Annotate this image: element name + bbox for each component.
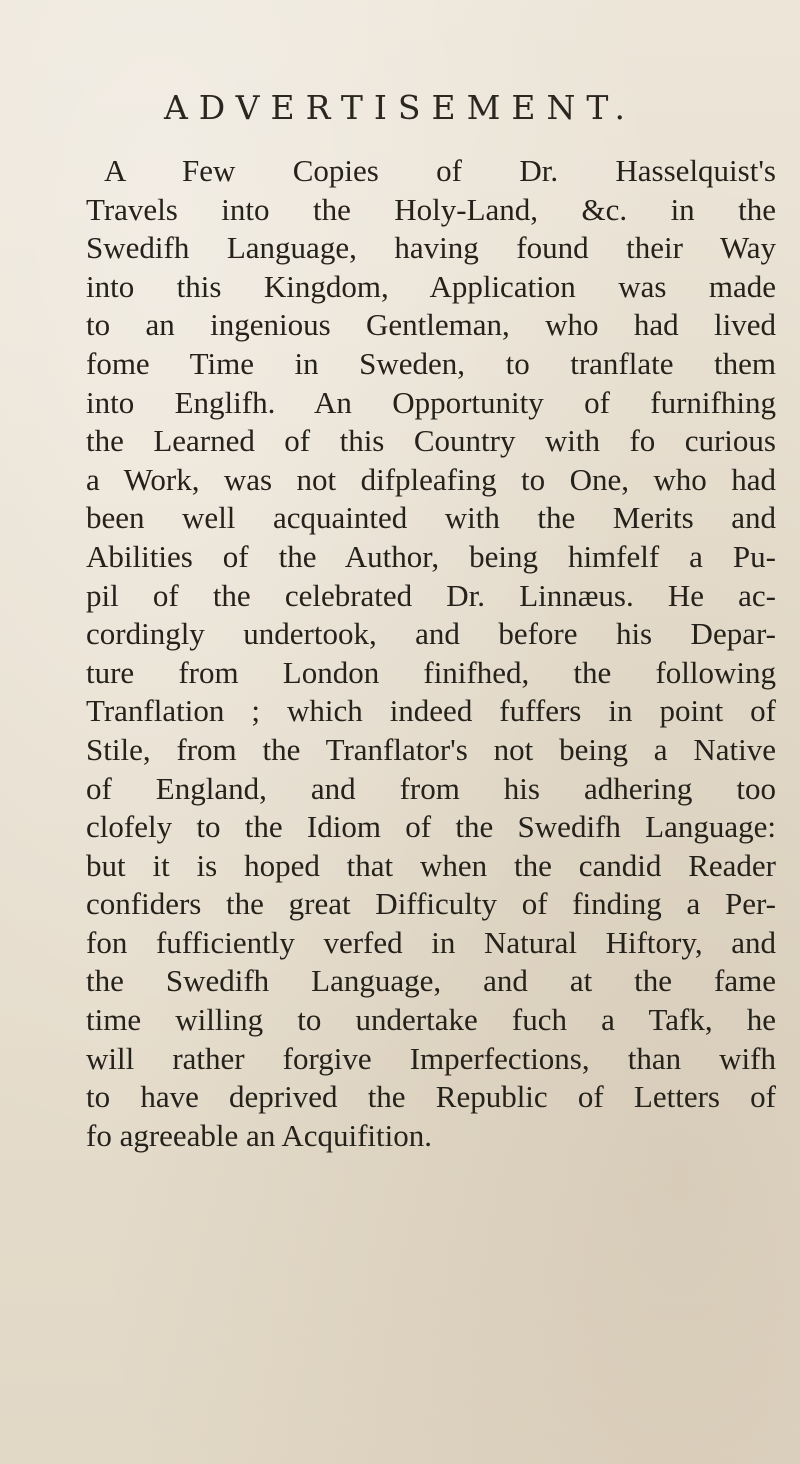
text-line: but it is hoped that when the candid Reader <box>86 847 776 883</box>
text-line: to have deprived the Republic of Letters of <box>86 1079 776 1115</box>
text-line: fo agreeable an Acquifition. <box>86 1117 433 1153</box>
text-line: fon fufficiently verfed in Natural Hiftory, and <box>86 924 776 960</box>
text-line: a Work, was not difpleafing to One, who had <box>86 461 776 497</box>
text-line: fome Time in Sweden, to tranflate them <box>86 345 776 381</box>
text-line: the Swedifh Language, and at the fame <box>86 963 776 999</box>
text-line: ture from London finifhed, the following <box>86 654 776 690</box>
advertisement-text <box>86 152 776 1155</box>
text-line: Swedifh Language, having found their Way <box>86 230 776 266</box>
text-line: time willing to undertake fuch a Tafk, he <box>86 1002 776 1038</box>
text-line: into this Kingdom, Application was made <box>86 268 776 304</box>
page-title: ADVERTISEMENT. <box>163 88 637 127</box>
text-line: clofely to the Idiom of the Swedifh Language: <box>86 809 776 845</box>
text-line: A Few Copies of Dr. Hasselquist's <box>104 153 776 188</box>
text-line: to an ingenious Gentleman, who had lived <box>86 307 776 343</box>
text-line: of England, and from his adhering too <box>86 770 776 806</box>
text-line: Stile, from the Tranflator's not being a Native <box>86 731 776 767</box>
text-line: been well acquainted with the Merits and <box>86 500 776 536</box>
text-line: will rather forgive Imperfections, than wifh <box>86 1040 776 1076</box>
text-line: Abilities of the Author, being himfelf a Pu- <box>86 538 776 574</box>
text-line: pil of the celebrated Dr. Linnæus. He ac- <box>86 577 776 613</box>
text-line: into Englifh. An Opportunity of furnifhing <box>86 384 776 420</box>
text-line: the Learned of this Country with fo curious <box>86 423 776 459</box>
text-line: confiders the great Difficulty of finding a Per- <box>86 886 776 922</box>
text-line: Tranflation ; which indeed fuffers in point of <box>86 693 776 729</box>
text-line: Travels into the Holy-Land, &c. in the <box>86 191 776 227</box>
text-line: cordingly undertook, and before his Depar- <box>86 616 776 652</box>
